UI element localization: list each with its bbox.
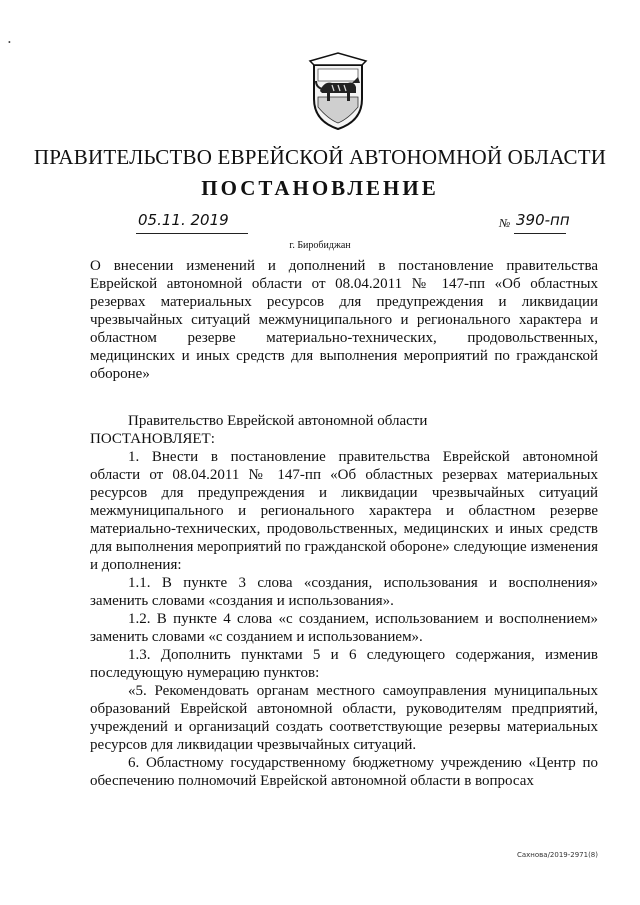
decree-subject: О внесении изменений и дополнений в постановление правительства Еврейской автономной области от 08.04.2011 № 147-пп «Об областных резервах материальных ресурсов для предупреждения и ликвидации чрезвычайных ситуаций межмуниципального и регионального характера и областном резерве материально-технических, продовольственных, медицинских и иных средств для выполнения мероприятий по гражданской обороне» [90, 258, 598, 382]
decree-body [90, 412, 598, 790]
decrees-line: ПОСТАНОВЛЯЕТ: [90, 431, 215, 447]
paragraph-1-2: 1.2. В пункте 4 слова «с созданием, использованием и восполнением» заменить словами «с созданием и использованием». [90, 611, 598, 645]
paragraph-1-3: 1.3. Дополнить пунктами 5 и 6 следующего содержания, изменив последующую нумерацию пунктов: [90, 647, 598, 681]
number-label: № [499, 216, 511, 230]
coat-of-arms-emblem [302, 47, 374, 133]
document-footer-code: Сахнова/2019-2971(8) [516, 851, 598, 859]
handwritten-number: 390-пп [516, 211, 570, 229]
paragraph-6: 6. Областному государственному бюджетному учреждению «Центр по обеспечению полномочий Еврейской автономной области в вопросах [90, 755, 598, 789]
date-field [136, 211, 248, 234]
paragraph-5: «5. Рекомендовать органам местного самоуправления муниципальных образований Еврейской автономной области, руководителям предприятий, учреждений и организаций создать соответствующие резервы материальных ресурсов для ликвидации чрезвычайных ситуаций. [90, 683, 598, 753]
government-line: Правительство Еврейской автономной области [128, 413, 428, 429]
paragraph-1-1: 1.1. В пункте 3 слова «создания, использования и восполнения» заменить словами «создания и использования». [90, 575, 598, 609]
decree-title: ПОСТАНОВЛЕНИЕ [201, 176, 439, 200]
government-title: ПРАВИТЕЛЬСТВО ЕВРЕЙСКОЙ АВТОНОМНОЙ ОБЛАСТИ [33, 145, 607, 169]
city-line: г. Биробиджан [289, 240, 351, 251]
number-field [514, 211, 570, 234]
handwritten-date: 05.11. 2019 [138, 211, 229, 229]
paragraph-1: 1. Внести в постановление правительства Еврейской автономной области от 08.04.2011 № 147-пп «Об областных резервах материальных ресурсов для предупреждения и ликвидации чрезвычайных ситуаций межмуниципального и регионального характера и областном резерве материально-технических, продовольственных, медицинских и иных средств для выполнения мероприятий по гражданской обороне» следующие изменения и дополнения: [90, 449, 598, 573]
margin-mark: • [8, 38, 11, 47]
